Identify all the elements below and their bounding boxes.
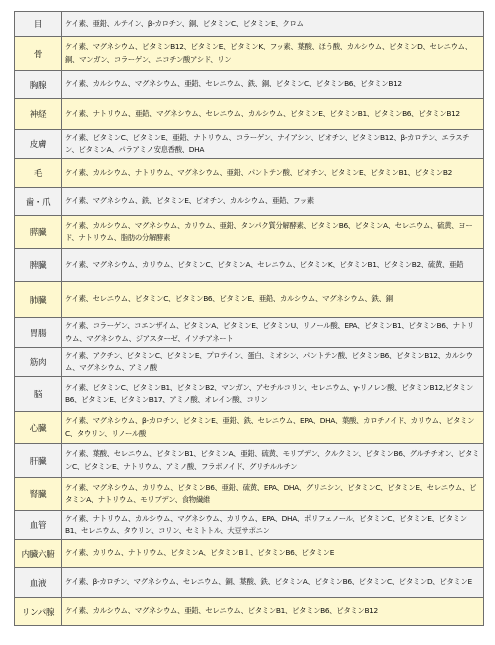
table-row bbox=[15, 159, 484, 188]
nutrient-list: ケイ素、亜鉛、ルテイン、β-カロチン、銅、ビタミンC、ビタミンE、クロム bbox=[62, 12, 484, 37]
nutrient-list: ケイ素、ビタミンC、ビタミンB1、ビタミンB2、マンガン、アセチルコリン、セレニウム、γ-リノレン酸、ビタミンB12,ビタミンB6、ビタミンE、ビタミンB17、アミノ酸、オレイン酸、コリン bbox=[62, 377, 484, 412]
nutrient-list: ケイ素、アクチン、ビタミンC、ビタミンE、プロテイン、蛋白、ミオシン、パントテン酸、ビタミンB6、ビタミンB12、カルシウム、マグネシウム、アミノ酸 bbox=[62, 348, 484, 377]
table-row bbox=[15, 568, 484, 598]
organ-label: 脳 bbox=[15, 377, 62, 412]
table-row bbox=[15, 444, 484, 478]
organ-label: 腎臓 bbox=[15, 478, 62, 511]
table-row bbox=[15, 188, 484, 216]
nutrient-list: ケイ素、マグネシウム、カリウム、ビタミンB6、亜鉛、硫黄、EPA、DHA、グリニシン、ビタミンC、ビタミンE、セレニウム、ビタミンA、ナトリウム、モリブデン、食物繊維 bbox=[62, 478, 484, 511]
table-row bbox=[15, 130, 484, 159]
nutrient-list: ケイ素、マグネシウム、カリウム、ビタミンC、ビタミンA、セレニウム、ビタミンK、ビタミンB1、ビタミンB2、硫黄、亜鉛 bbox=[62, 249, 484, 282]
organ-label: 血管 bbox=[15, 511, 62, 540]
table-row bbox=[15, 478, 484, 511]
organ-label: 毛 bbox=[15, 159, 62, 188]
table-row bbox=[15, 598, 484, 626]
organ-label: 胃腸 bbox=[15, 318, 62, 348]
table-row bbox=[15, 249, 484, 282]
nutrient-list: ケイ素、マグネシウム、鉄、ビタミンE、ビオチン、カルシウム、亜鉛、フッ素 bbox=[62, 188, 484, 216]
organ-label: リンパ腺 bbox=[15, 598, 62, 626]
organ-label: 脾臓 bbox=[15, 249, 62, 282]
table-row bbox=[15, 377, 484, 412]
table-row bbox=[15, 282, 484, 318]
nutrient-list: ケイ素、カルシウム、マグネシウム、亜鉛、セレニウム、鉄、銅、ビタミンC、ビタミンB6、ビタミンB12 bbox=[62, 71, 484, 99]
nutrient-list: ケイ素、カルシウム、マグネシウム、亜鉛、セレニウム、ビタミンB1、ビタミンB6、ビタミンB12 bbox=[62, 598, 484, 626]
nutrient-list: ケイ素、コラーゲン、コエンザイム、ビタミンA、ビタミンE、ビタミンU、リノール酸、EPA、ビタミンB1、ビタミンB6、ナトリウム、マグネシウム、ジアスターゼ、イソチアネート bbox=[62, 318, 484, 348]
nutrient-list: ケイ素、ナトリウム、カルシウム、マグネシウム、カリウム、EPA、DHA、ポリフェノール、ビタミンC、ビタミンE、ビタミンB1、セレニウム、タウリン、コリン、セミトトル、大豆サポニン bbox=[62, 511, 484, 540]
organ-label: 心臓 bbox=[15, 412, 62, 444]
table-row bbox=[15, 412, 484, 444]
organ-label: 胸腺 bbox=[15, 71, 62, 99]
nutrient-list: ケイ素、ナトリウム、亜鉛、マグネシウム、セレニウム、カルシウム、ビタミンE、ビタミンB1、ビタミンB6、ビタミンB12 bbox=[62, 99, 484, 130]
table-row bbox=[15, 318, 484, 348]
organ-label: 筋肉 bbox=[15, 348, 62, 377]
organ-label: 肝臓 bbox=[15, 444, 62, 478]
nutrient-list: ケイ素、カリウム、ナトリウム、ビタミンA、ビタミンB１、ビタミンB6、ビタミンE bbox=[62, 540, 484, 568]
organ-label: 皮膚 bbox=[15, 130, 62, 159]
organ-label: 目 bbox=[15, 12, 62, 37]
table-row bbox=[15, 37, 484, 71]
nutrient-list: ケイ素、カルシウム、ナトリウム、マグネシウム、亜鉛、パントテン酸、ビオチン、ビタミンE、ビタミンB1、ビタミンB2 bbox=[62, 159, 484, 188]
nutrient-list: ケイ素、ビタミンC、ビタミンE、亜鉛、ナトリウム、コラーゲン、ナイアシン、ビオチン、ビタミンB12、β-カロテン、エラスチン、ビタミンA、パラアミノ安息香酸、DHA bbox=[62, 130, 484, 159]
table-row bbox=[15, 99, 484, 130]
table-row bbox=[15, 12, 484, 37]
nutrient-list: ケイ素、葉酸、セレニウム、ビタミンB1、ビタミンA、亜鉛、硫黄、モリブデン、クルクミン、ビタミンB6、グルチチオン、ビタミンC、ビタミンE、ナトリウム、アミノ酸、フラボノイド、グリチルルチン bbox=[62, 444, 484, 478]
organ-label: 膵臓 bbox=[15, 216, 62, 249]
table-row bbox=[15, 348, 484, 377]
nutrient-list: ケイ素、β-カロチン、マグネシウム、セレニウム、銅、葉酸、鉄、ビタミンA、ビタミンB6、ビタミンC、ビタミンD、ビタミンE bbox=[62, 568, 484, 598]
table-row bbox=[15, 71, 484, 99]
organ-label: 神経 bbox=[15, 99, 62, 130]
organ-label: 肺臓 bbox=[15, 282, 62, 318]
nutrient-list: ケイ素、セレニウム、ビタミンC、ビタミンB6、ビタミンE、亜鉛、カルシウム、マグネシウム、鉄、銅 bbox=[62, 282, 484, 318]
table-row bbox=[15, 540, 484, 568]
organ-label: 血液 bbox=[15, 568, 62, 598]
organ-label: 歯・爪 bbox=[15, 188, 62, 216]
nutrient-list: ケイ素、マグネシウム、β-カロチン、ビタミンE、亜鉛、鉄、セレニウム、EPA、DHA、葉酸、カロチノイド、カリウム、ビタミンC、タウリン、リノール酸 bbox=[62, 412, 484, 444]
table-row bbox=[15, 216, 484, 249]
organ-label: 内臓六腑 bbox=[15, 540, 62, 568]
nutrient-list: ケイ素、マグネシウム、ビタミンB12、ビタミンE、ビタミンK、フッ素、葉酸、ほう酸、カルシウム、ビタミンD、セレニウム、銅、マンガン、コラーゲン、ニコチン酸アシド、リン bbox=[62, 37, 484, 71]
nutrient-list: ケイ素、カルシウム、マグネシウム、カリウム、亜鉛、タンパク質分解酵素、ビタミンB6、ビタミンA、セレニウム、硫黄、ヨード、ナトリウム、脂肪の分解酵素 bbox=[62, 216, 484, 249]
table-row bbox=[15, 511, 484, 540]
organ-label: 骨 bbox=[15, 37, 62, 71]
organ-nutrient-table bbox=[14, 11, 484, 626]
